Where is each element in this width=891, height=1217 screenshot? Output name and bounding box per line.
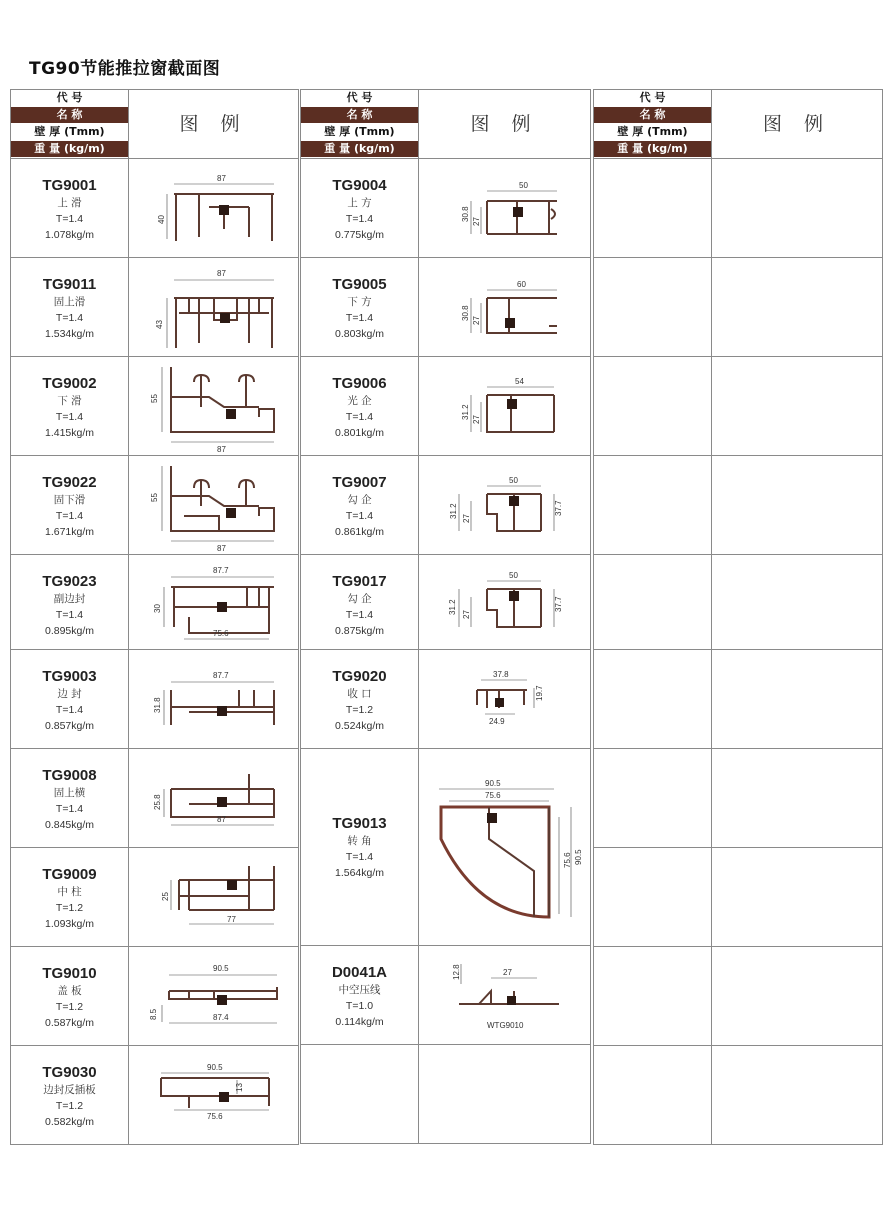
profile-drawing: [129, 650, 298, 748]
dimension-label: 50: [519, 181, 528, 190]
dimension-label: 75.6: [207, 1112, 223, 1121]
table-row: [301, 258, 590, 357]
table-row: [11, 947, 298, 1046]
dimension-label: 12.8: [452, 964, 461, 980]
profile-drawing: [419, 357, 590, 455]
header-name: 名 称: [301, 107, 418, 123]
profile-name: 中 柱: [57, 886, 82, 898]
profile-code: TG9007: [332, 474, 387, 491]
profile-name: 上 滑: [57, 197, 82, 209]
table-row: [11, 650, 298, 749]
dimension-label: 31.2: [448, 599, 457, 615]
dimension-label: 8.5: [149, 1008, 158, 1020]
dimension-label: 31.8: [153, 697, 162, 713]
header-name: 名 称: [11, 107, 128, 123]
profile-weight: 1.671kg/m: [44, 526, 95, 538]
dimension-label: 27: [472, 316, 481, 325]
profile-name: 副边封: [53, 593, 86, 605]
profile-weight: 0.861kg/m: [334, 526, 385, 538]
table-row-empty: [594, 1046, 882, 1145]
dimension-label: 77: [227, 915, 236, 924]
profile-name: 转 角: [347, 835, 372, 847]
dimension-label: 75.6: [563, 852, 572, 868]
table-row: [301, 357, 590, 456]
dimension-label: 87: [217, 544, 226, 553]
profile-name: 边封反插板: [43, 1084, 96, 1096]
profile-name: 勾 企: [347, 494, 372, 506]
dimension-label: WTG9010: [487, 1021, 524, 1030]
profile-weight: 0.587kg/m: [44, 1017, 95, 1029]
profile-weight: 1.534kg/m: [44, 328, 95, 340]
profile-drawing: [129, 555, 298, 649]
profile-code: TG9023: [42, 573, 97, 590]
dimension-label: 37.7: [554, 596, 563, 612]
table-row: [301, 159, 590, 258]
profile-drawing: [129, 749, 298, 847]
dimension-label: 75.6: [485, 791, 501, 800]
profile-weight: 1.415kg/m: [44, 427, 95, 439]
profile-table-column-2: [300, 89, 591, 1144]
dimension-label: 27: [462, 514, 471, 523]
header-legend: 图 例: [762, 113, 832, 135]
header-code: 代 号: [11, 90, 128, 106]
table-row: [11, 1046, 298, 1145]
dimension-label: 27: [503, 968, 512, 977]
dimension-label: 87.7: [213, 671, 229, 680]
table-row-empty: [594, 749, 882, 848]
dimension-label: 87: [217, 445, 226, 454]
profile-thickness: T=1.4: [345, 510, 374, 522]
profile-code: TG9011: [42, 276, 97, 293]
page-title: TG90节能推拉窗截面图: [29, 59, 221, 79]
table-header: [594, 90, 882, 159]
dimension-label: 87: [217, 269, 226, 278]
profile-thickness: T=1.2: [55, 1100, 84, 1112]
profile-thickness: T=1.4: [345, 312, 374, 324]
dimension-label: 24.9: [489, 717, 505, 726]
header-legend: 图 例: [470, 113, 539, 135]
profile-name: 光 企: [347, 395, 372, 407]
profile-drawing: [129, 456, 298, 554]
profile-thickness: T=1.4: [55, 704, 84, 716]
dimension-label: 87.4: [213, 1013, 229, 1022]
table-row: [11, 456, 298, 555]
profile-thickness: T=1.4: [55, 510, 84, 522]
table-row: [11, 555, 298, 650]
profile-drawing: [419, 258, 590, 356]
table-row: [301, 946, 590, 1045]
table-row-empty: [594, 947, 882, 1046]
profile-drawing: [419, 456, 590, 554]
dimension-label: 25: [161, 892, 170, 901]
profile-weight: 0.895kg/m: [44, 625, 95, 637]
profile-code: TG9020: [332, 668, 387, 685]
profile-name: 固上滑: [53, 296, 86, 308]
profile-weight: 0.801kg/m: [334, 427, 385, 439]
dimension-label: 75.6: [213, 629, 229, 638]
header-code: 代 号: [301, 90, 418, 106]
table-row-empty: [594, 555, 882, 650]
profile-drawing: [419, 650, 590, 748]
profile-table-column-3: [593, 89, 883, 1145]
profile-name: 下 滑: [57, 395, 82, 407]
header-wall: 壁 厚 (Tmm): [11, 124, 128, 140]
header-weight: 重 量 (kg/m): [594, 141, 711, 157]
profile-weight: 0.114kg/m: [335, 1016, 384, 1028]
table-row-empty: [594, 159, 882, 258]
table-row-empty: [594, 848, 882, 947]
table-row: [11, 848, 298, 947]
table-row: [11, 159, 298, 258]
dimension-label: 37.8: [493, 670, 509, 679]
profile-drawing: [129, 947, 298, 1045]
table-row: [301, 650, 590, 749]
profile-drawing: [129, 159, 298, 257]
profile-name: 收 口: [347, 688, 372, 700]
profile-thickness: T=1.4: [55, 411, 84, 423]
dimension-label: 30.8: [461, 305, 470, 321]
dimension-label: 55: [150, 394, 159, 403]
profile-table-column-1: [10, 89, 299, 1145]
table-header: [11, 90, 298, 159]
profile-name: 盖 板: [57, 985, 82, 997]
profile-thickness: T=1.4: [345, 213, 374, 225]
dimension-label: 54: [515, 377, 524, 386]
table-row-empty: [594, 357, 882, 456]
table-row: [11, 258, 298, 357]
profile-weight: 0.857kg/m: [44, 720, 95, 732]
profile-code: TG9001: [42, 177, 97, 194]
profile-name: 固下滑: [53, 494, 86, 506]
profile-weight: 1.564kg/m: [334, 867, 385, 879]
profile-drawing: [419, 749, 590, 945]
dimension-label: 43: [155, 320, 164, 329]
profile-thickness: T=1.2: [345, 704, 374, 716]
profile-code: TG9030: [42, 1064, 97, 1081]
table-row-empty: [594, 258, 882, 357]
table-row: [11, 749, 298, 848]
header-name: 名 称: [594, 107, 711, 123]
profile-name: 上 方: [347, 197, 372, 209]
dimension-label: 90.5: [485, 779, 501, 788]
profile-code: D0041A: [331, 964, 388, 981]
dimension-label: 60: [517, 280, 526, 289]
profile-code: TG9003: [42, 668, 97, 685]
profile-name: 勾 企: [347, 593, 372, 605]
profile-weight: 0.775kg/m: [334, 229, 385, 241]
profile-weight: 0.845kg/m: [44, 819, 95, 831]
profile-thickness: T=1.2: [55, 902, 84, 914]
profile-weight: 0.524kg/m: [334, 720, 385, 732]
dimension-label: 27: [472, 415, 481, 424]
profile-thickness: T=1.4: [345, 411, 374, 423]
profile-drawing: [129, 357, 298, 455]
header-weight: 重 量 (kg/m): [301, 141, 418, 157]
table-row: [11, 357, 298, 456]
profile-drawing: [129, 258, 298, 356]
profile-weight: 0.582kg/m: [44, 1116, 95, 1128]
profile-code: TG9006: [332, 375, 387, 392]
dimension-label: 87.7: [213, 566, 229, 575]
dimension-label: 50: [509, 476, 518, 485]
profile-drawing: [129, 1046, 298, 1144]
profile-name: 固上横: [53, 787, 86, 799]
profile-drawing: [419, 555, 590, 649]
header-wall: 壁 厚 (Tmm): [594, 124, 711, 140]
dimension-label: 90.5: [213, 964, 229, 973]
profile-code: TG9004: [332, 177, 387, 194]
profile-weight: 0.803kg/m: [334, 328, 385, 340]
profile-thickness: T=1.2: [55, 1001, 84, 1013]
table-row-empty: [594, 650, 882, 749]
table-row-empty: [594, 456, 882, 555]
header-legend: 图 例: [179, 113, 248, 135]
profile-weight: 1.078kg/m: [44, 229, 95, 241]
profile-code: TG9017: [332, 573, 387, 590]
dimension-label: 31.2: [461, 404, 470, 420]
dimension-label: 25.8: [153, 794, 162, 810]
profile-code: TG9009: [42, 866, 97, 883]
profile-code: TG9005: [332, 276, 387, 293]
dimension-label: 31.2: [449, 503, 458, 519]
header-code: 代 号: [594, 90, 711, 106]
dimension-label: 50: [509, 571, 518, 580]
dimension-label: 27: [472, 217, 481, 226]
dimension-label: 90.5: [207, 1063, 223, 1072]
profile-thickness: T=1.4: [345, 851, 374, 863]
profile-drawing: [419, 159, 590, 257]
dimension-label: 87: [217, 815, 226, 824]
profile-name: 中空压线: [338, 984, 381, 996]
profile-name: 下 方: [347, 296, 372, 308]
table-row-empty: [301, 1045, 590, 1144]
profile-drawing: [129, 848, 298, 946]
profile-thickness: T=1.4: [55, 312, 84, 324]
table-row: [301, 749, 590, 946]
profile-code: TG9010: [42, 965, 97, 982]
profile-weight: 1.093kg/m: [44, 918, 95, 930]
profile-code: TG9022: [42, 474, 97, 491]
dimension-label: 90.5: [574, 849, 583, 865]
profile-thickness: T=1.4: [345, 609, 374, 621]
dimension-label: 40: [157, 215, 166, 224]
profile-thickness: T=1.0: [345, 1000, 374, 1012]
profile-thickness: T=1.4: [55, 213, 84, 225]
header-wall: 壁 厚 (Tmm): [301, 124, 418, 140]
header-weight: 重 量 (kg/m): [11, 141, 128, 157]
dimension-label: 13: [235, 1083, 244, 1092]
table-row: [301, 456, 590, 555]
dimension-label: 37.7: [554, 500, 563, 516]
dimension-label: 27: [462, 610, 471, 619]
profile-code: TG9008: [42, 767, 97, 784]
profile-drawing: [419, 946, 590, 1044]
dimension-label: 19.7: [535, 685, 544, 701]
profile-code: TG9013: [332, 815, 387, 832]
profile-thickness: T=1.4: [55, 803, 84, 815]
profile-thickness: T=1.4: [55, 609, 84, 621]
profile-name: 边 封: [57, 688, 82, 700]
dimension-label: 87: [217, 174, 226, 183]
table-header: [301, 90, 590, 159]
profile-weight: 0.875kg/m: [334, 625, 385, 637]
dimension-label: 55: [150, 493, 159, 502]
dimension-label: 30.8: [461, 206, 470, 222]
dimension-label: 30: [153, 604, 162, 613]
profile-code: TG9002: [42, 375, 97, 392]
table-row: [301, 555, 590, 650]
